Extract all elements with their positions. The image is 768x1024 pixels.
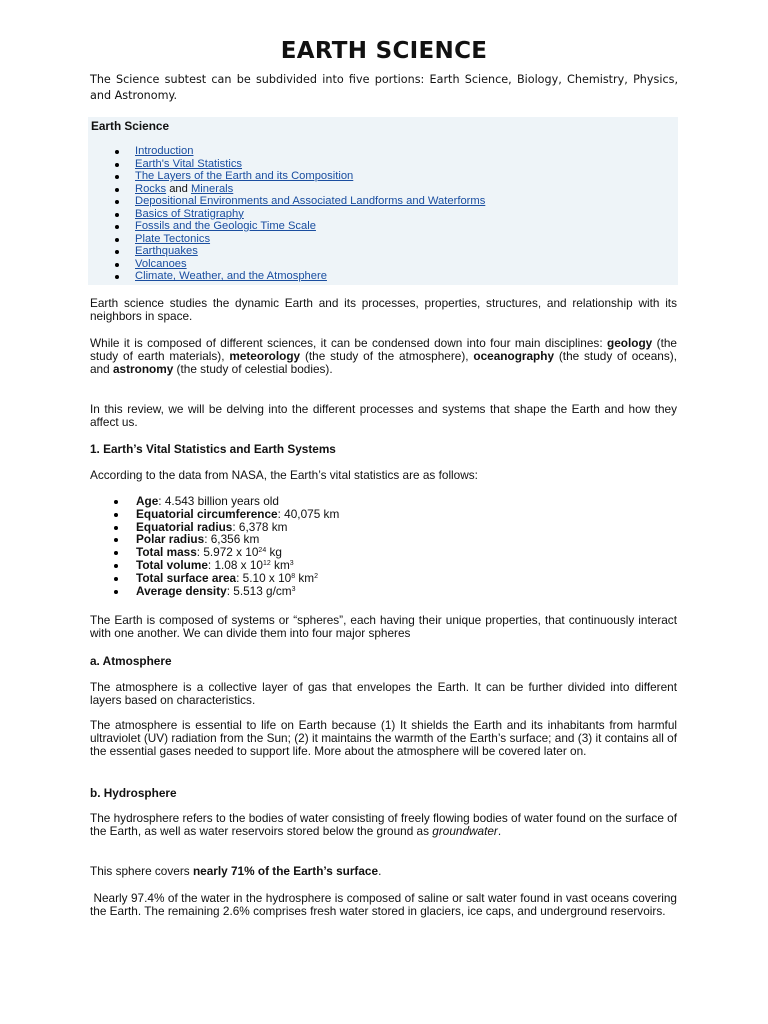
- toc-heading: Earth Science: [91, 119, 170, 133]
- paragraph-review: In this review, we will be delving into the different processes and systems that shape the Earth and how they affect us.: [90, 402, 677, 429]
- bullet-icon: [115, 163, 119, 167]
- list-item: [88, 208, 485, 221]
- term-astronomy: astronomy: [112, 362, 174, 376]
- paragraph-nasa: According to the data from NASA, the Earth’s vital statistics are as follows:: [90, 468, 478, 482]
- list-item: [88, 158, 485, 171]
- paragraph-coverage: [90, 865, 677, 878]
- list-item: [88, 145, 485, 158]
- fact-exponent: 12: [262, 559, 271, 567]
- list-item: [88, 270, 485, 283]
- toc-link-climate[interactable]: Climate, Weather, and the Atmosphere: [135, 270, 327, 282]
- fact-exponent: 8: [291, 572, 296, 580]
- text-span: (the study of earth materials),: [90, 336, 677, 363]
- bullet-icon: [115, 175, 119, 179]
- text-span: This sphere covers: [90, 864, 193, 878]
- section-heading-vital-statistics: 1. Earth’s Vital Statistics and Earth Systems: [90, 442, 336, 456]
- section-heading-hydrosphere: b. Hydrosphere: [90, 786, 177, 800]
- fact-value: : 5.513 g/cm: [226, 583, 292, 598]
- table-of-contents: [88, 117, 678, 285]
- bullet-icon: [115, 225, 119, 229]
- term-geology: geology: [607, 336, 653, 350]
- fact-label: Equatorial circumference: [136, 506, 278, 521]
- fact-unit-exponent: 3: [291, 585, 296, 593]
- toc-link-plate-tectonics[interactable]: Plate Tectonics: [135, 232, 211, 245]
- fact-value: : 1.08 x 10: [207, 557, 263, 572]
- toc-link-introduction[interactable]: Introduction: [135, 145, 194, 157]
- fact-label: Total mass: [136, 545, 197, 560]
- bullet-icon: [115, 275, 119, 279]
- page-title: EARTH SCIENCE: [280, 38, 488, 64]
- vital-statistics-list: [90, 495, 339, 597]
- toc-link-earthquakes[interactable]: Earthquakes: [135, 245, 198, 257]
- fact-label: Polar radius: [136, 532, 205, 547]
- section-heading-atmosphere: a. Atmosphere: [90, 654, 172, 668]
- paragraph-spheres: The Earth is composed of systems or “spheres”, each having their unique properties, that continuously interact with one another. We can divide them into four major spheres: [90, 613, 677, 640]
- paragraph-saline-water: Nearly 97.4% of the water in the hydrosphere is composed of saline or salt water found in vast oceans covering the Earth. The remaining 2.6% comprises fresh water stored in glaciers, ice caps, and underground reservoirs.: [90, 891, 681, 918]
- bullet-icon: [114, 577, 118, 581]
- bullet-icon: [114, 526, 118, 530]
- fact-value: : 40,075 km: [277, 506, 340, 521]
- term-groundwater: groundwater: [432, 824, 498, 838]
- bullet-icon: [115, 263, 119, 267]
- text-span: (the study of oceans), and: [90, 349, 677, 376]
- paragraph-hydrosphere-definition: [90, 812, 677, 838]
- term-oceanography: oceanography: [473, 349, 555, 363]
- fact-unit: km: [270, 557, 290, 572]
- term-meteorology: meteorology: [229, 349, 301, 363]
- fact-value: : 5.972 x 10: [196, 545, 259, 560]
- fact-value: : 5.10 x 10: [236, 570, 292, 585]
- fact-value: : 4.543 billion years old: [158, 494, 279, 508]
- bullet-icon: [114, 590, 118, 594]
- fact-unit: kg: [266, 545, 282, 560]
- fact-value: : 6,356 km: [204, 532, 260, 547]
- bullet-icon: [114, 564, 118, 568]
- bullet-icon: [115, 150, 119, 154]
- bullet-icon: [114, 500, 118, 504]
- toc-link-volcanoes[interactable]: Volcanoes: [135, 257, 187, 270]
- paragraph-earth-science-definition: Earth science studies the dynamic Earth and its processes, properties, structures, and relationship with its neighbors in space.: [90, 296, 677, 323]
- text-span: The hydrosphere refers to the bodies of water consisting of freely flowing bodies of water found on the surface of the Earth, as well as water reservoirs stored below the ground as: [90, 811, 677, 838]
- fact-unit-exponent: 3: [289, 559, 294, 567]
- list-item: [88, 170, 485, 183]
- bullet-icon: [115, 213, 119, 217]
- list-item: [88, 245, 485, 258]
- fact-label: Average density: [136, 583, 227, 598]
- list-item: [88, 195, 485, 208]
- coverage-emphasis: nearly 71% of the Earth’s surface: [192, 864, 379, 878]
- intro-paragraph: The Science subtest can be subdivided into five portions: Earth Science, Biology, Chemistry, Physics, and Astronomy.: [90, 73, 678, 102]
- bullet-icon: [115, 188, 119, 192]
- toc-link-depositional[interactable]: Depositional Environments and Associated Landforms and Waterforms: [135, 195, 486, 207]
- toc-link-layers[interactable]: The Layers of the Earth and its Composition: [135, 170, 354, 182]
- fact-exponent: 24: [258, 547, 267, 555]
- paragraph-disciplines: [90, 337, 677, 376]
- toc-link-stratigraphy[interactable]: Basics of Stratigraphy: [135, 207, 244, 220]
- text-span: While it is composed of different sciences, it can be condensed down into four main disciplines:: [90, 336, 608, 350]
- toc-link-fossils[interactable]: Fossils and the Geologic Time Scale: [135, 220, 316, 232]
- fact-unit-exponent: 2: [314, 572, 319, 580]
- toc-link-minerals[interactable]: Minerals: [190, 182, 234, 195]
- bullet-icon: [115, 250, 119, 254]
- bullet-icon: [115, 200, 119, 204]
- bullet-icon: [114, 551, 118, 555]
- bullet-icon: [114, 538, 118, 542]
- list-item: [88, 233, 485, 246]
- paragraph-atmosphere-importance: The atmosphere is essential to life on Earth because (1) It shields the Earth and its inhabitants from harmful ultraviolet (UV) radiation from the Sun; (2) it maintains the warmth of the Earth’s surface; and (3) it contains all of the essential gases needed to support life. More about the atmosphere will be covered later on.: [90, 718, 677, 758]
- bullet-icon: [115, 238, 119, 242]
- text-span: (the study of the atmosphere),: [300, 349, 474, 363]
- toc-link-rocks[interactable]: Rocks: [135, 182, 167, 195]
- toc-list: [88, 145, 485, 283]
- bullet-icon: [114, 513, 118, 517]
- list-item: [88, 258, 485, 271]
- fact-value: : 6,378 km: [232, 519, 288, 534]
- list-item: [88, 183, 485, 196]
- fact-label: Total surface area: [136, 570, 237, 585]
- text-span: .: [497, 824, 502, 838]
- text-span: (the study of celestial bodies).: [173, 362, 333, 376]
- paragraph-atmosphere-definition: The atmosphere is a collective layer of gas that envelopes the Earth. It can be further divided into different layers based on characteristics.: [90, 680, 677, 707]
- fact-label: Total volume: [136, 557, 208, 572]
- list-item: [90, 585, 339, 598]
- fact-label: Equatorial radius: [136, 519, 233, 534]
- toc-separator: and: [166, 182, 191, 195]
- fact-label: Age: [136, 494, 159, 508]
- list-item: [88, 220, 485, 233]
- text-span: .: [378, 864, 382, 878]
- toc-link-vital-statistics[interactable]: Earth's Vital Statistics: [135, 157, 243, 170]
- fact-unit: km: [295, 570, 315, 585]
